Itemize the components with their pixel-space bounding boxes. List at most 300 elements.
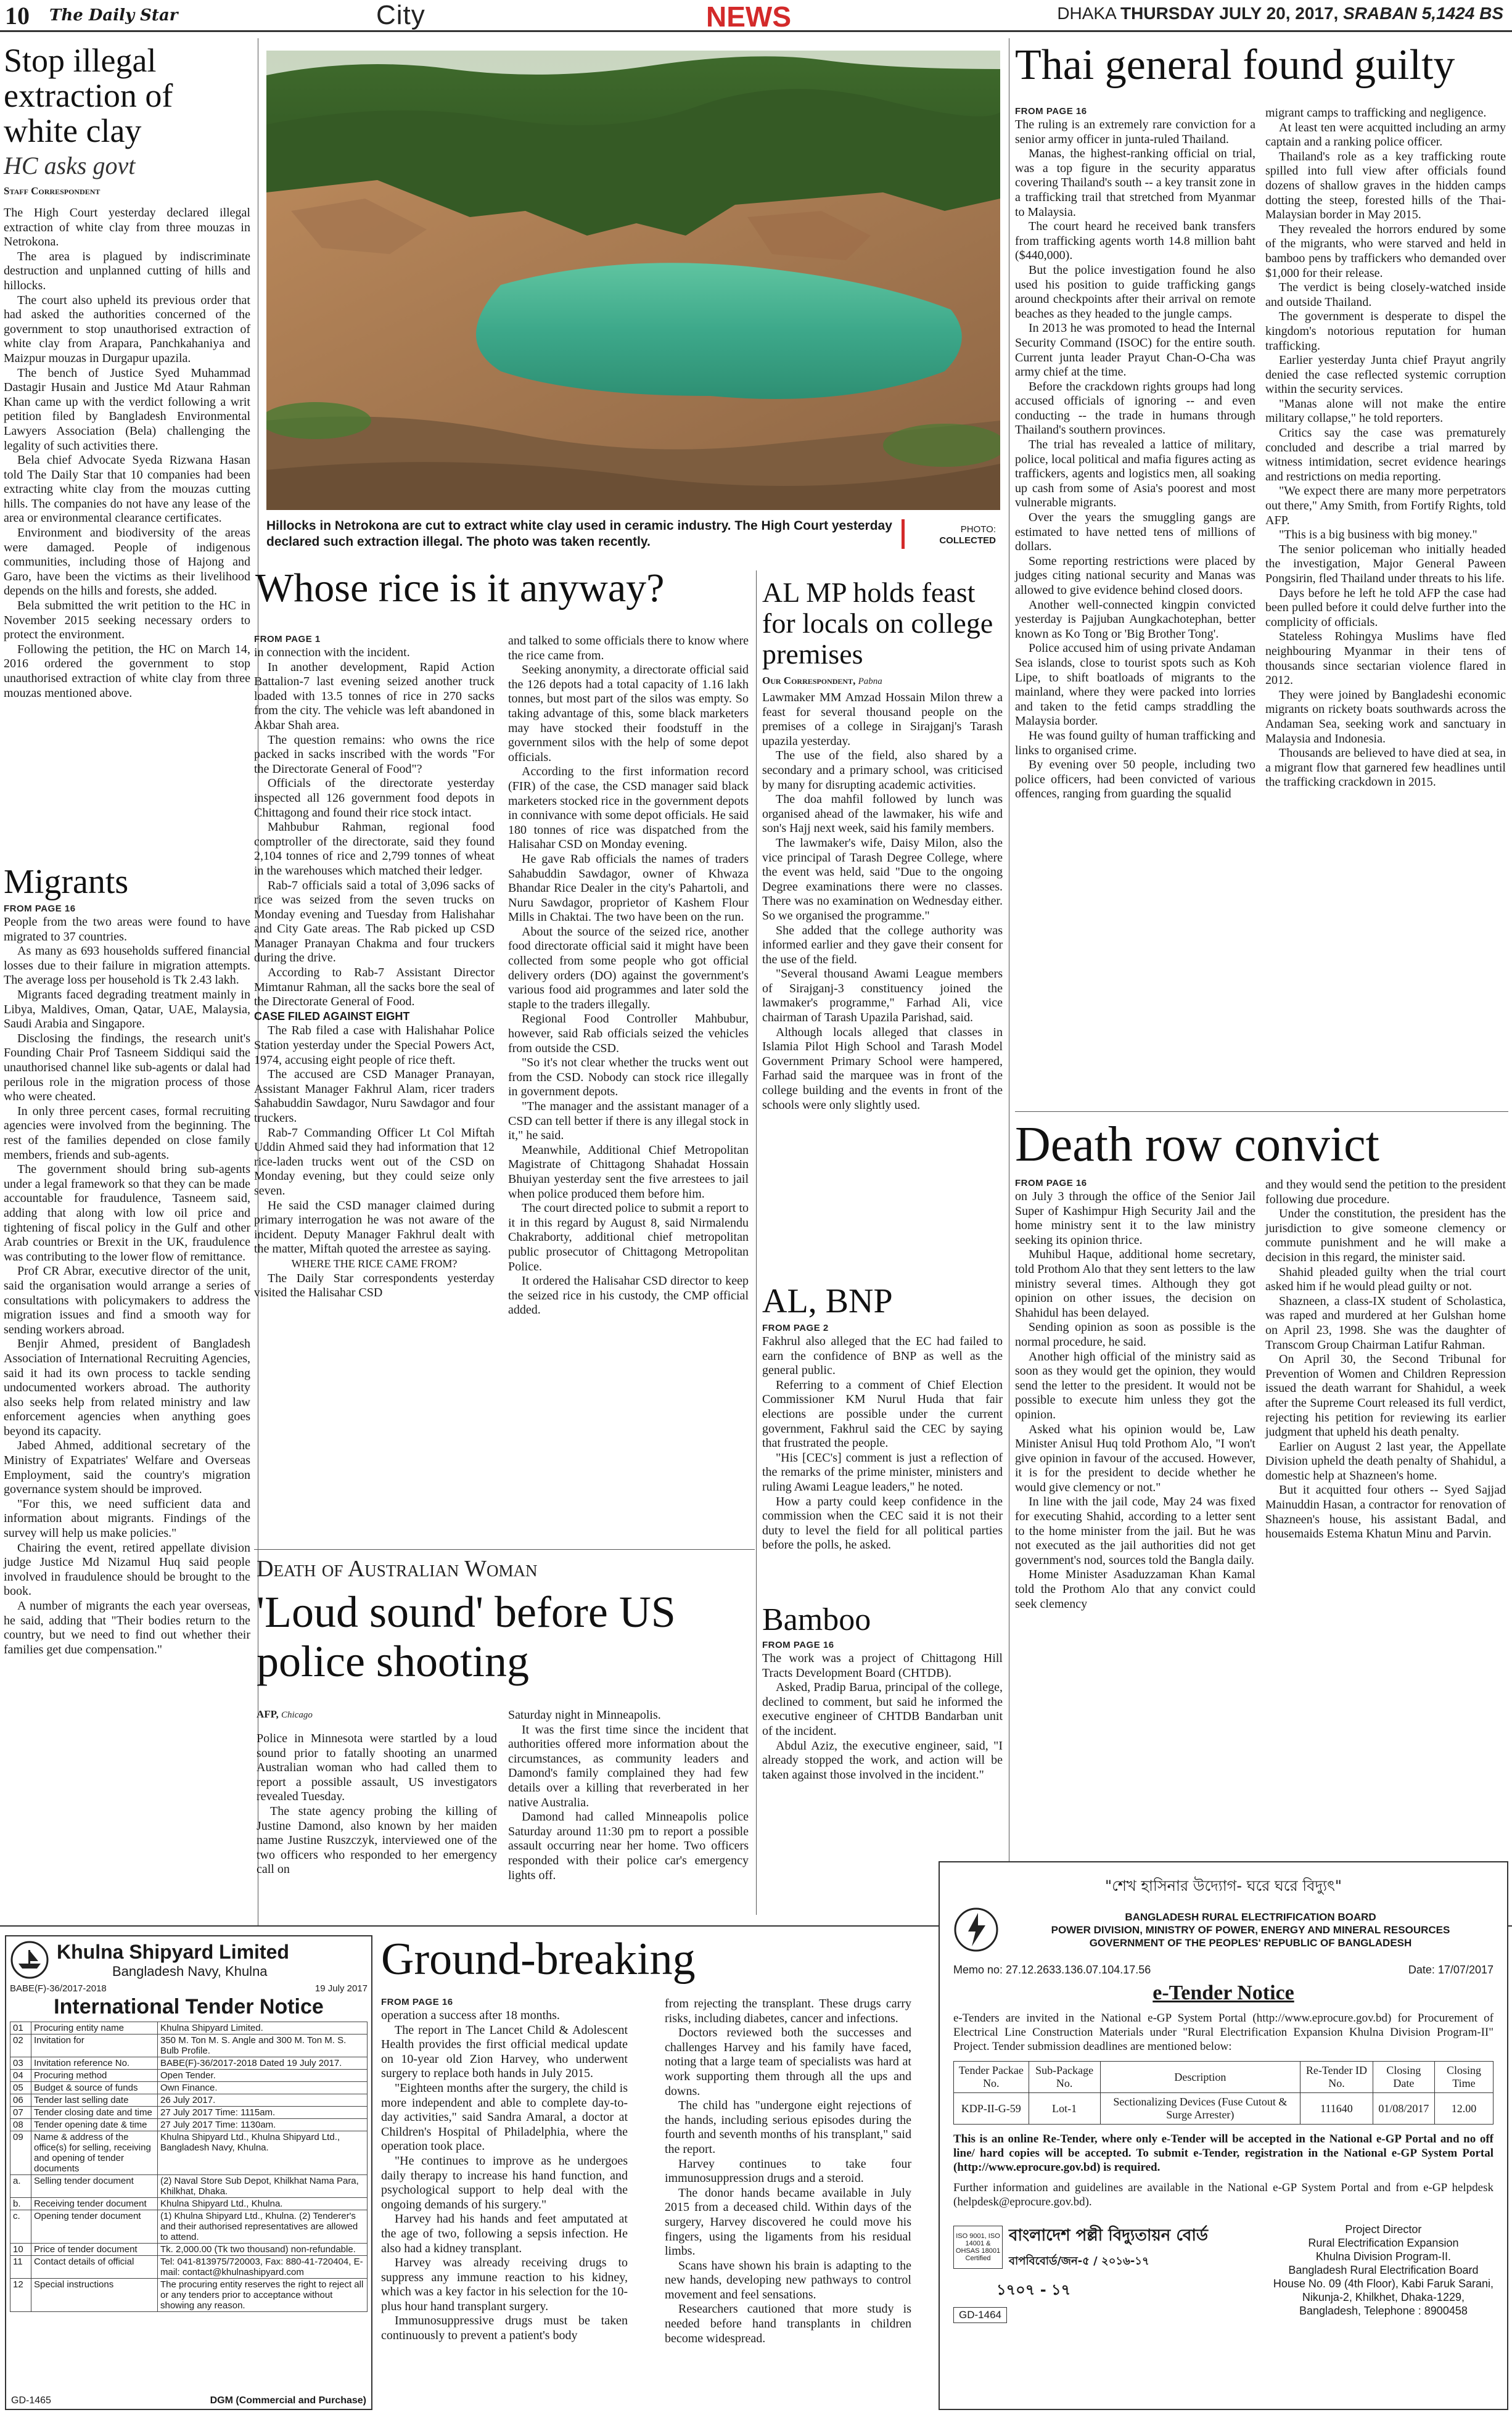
table-header: Description xyxy=(1100,2062,1300,2093)
bn-org: বাংলাদেশ পল্লী বিদ্যুতায়ন বোর্ড xyxy=(1009,2226,1209,2245)
ad-motto: "শেখ হাসিনার উদ্যোগ- ঘরে ঘরে বিদ্যুৎ" xyxy=(1105,1877,1342,1895)
section-rule xyxy=(254,1549,755,1550)
article-body xyxy=(381,2009,628,2343)
dateline-bengali: SRABAN 5,1424 BS xyxy=(1343,4,1503,23)
paragraph: Seeking anonymity, a directorate official said the 126 depots had a total capacity of 1.16 lakh tonnes, but most part of the silos was empty. So taking advantage of this, some black marketers may have stocked their foodstuff in the government silos with the help of some depot officials. xyxy=(508,663,749,764)
paragraph: The government should bring sub-agents under a legal framework so that they can be made accountable for fraudulence, Tasneem said, adding that along with low oil price and tightening of fiscal policy in the Gulf and other Arab countries or Brexit in the UK, fraudulence was contributing to the lower flow of remittance. xyxy=(4,1162,250,1264)
bn-number: ১৭০৭ - ১৭ xyxy=(996,2281,1071,2298)
paragraph: Thousands are believed to have died at sea, in a migrant flow that garnered few headlines until the trafficking crackdown in 2015. xyxy=(1265,746,1506,789)
rice-col2 xyxy=(508,634,749,1318)
article-body xyxy=(1265,1178,1506,1542)
table-cell: 27 July 2017 Time: 1115am. xyxy=(158,2107,368,2119)
paragraph: By evening over 50 people, including two police officers, had been convicted of various offences, ranging from guarding the squalid xyxy=(1015,758,1255,801)
table-cell: 09 xyxy=(10,2131,31,2175)
paragraph: The Rab filed a case with Halishahar Police Station yesterday under the Special Powers Act, 1974, accusing eight people of rice theft. xyxy=(254,1024,495,1067)
notice-intro: e-Tenders are invited in the National e-GP System Portal (http://www.eprocure.gov.bd) for Procurement of Electrical Line Construction Materials under "Rural Electrification Expansion Khulna Division Program-II" Project. Tender submission deadlines are mentioned below: xyxy=(953,2012,1494,2053)
table-cell: The procuring entity reserves the right to reject all or any tenders prior to acceptance without showing any reason. xyxy=(158,2279,368,2312)
kicker: FROM PAGE 16 xyxy=(4,903,76,915)
paragraph: Chairing the event, retired appellate division judge Justice Md Nizamul Huq said people involved in fraudulence should be brought to the book. xyxy=(4,1541,250,1598)
paragraph: They were joined by Bangladeshi economic migrants on rickety boats southwards across the Andaman Sea, seeking work and sanctuary in Malaysia and Indonesia. xyxy=(1265,688,1506,746)
paragraph: But it acquitted four others -- Syed Sajjad Mainuddin Hasan, a contractor for renovation of Shazneen's house, his assistant Badal, and housemaids Estema Khatun Minu and Parvin. xyxy=(1265,1483,1506,1541)
paragraph: Critics say the case was prematurely concluded and describe a trial marred by witness intimidation, secret evidence hearings and restrictions on media reporting. xyxy=(1265,426,1506,483)
table-cell: Tel: 041-813975/720003, Fax: 880-41-720404, E-mail: contact@khulnashipyard.com xyxy=(158,2256,368,2279)
memo-line xyxy=(953,1964,1494,1977)
table-row xyxy=(10,2175,368,2198)
table-cell: 350 M. Ton M. S. Angle and 300 M. Ton M. S. Bulb Profile. xyxy=(158,2034,368,2057)
article-body xyxy=(508,634,749,1318)
paragraph: Before the crackdown rights groups had long accused officials of ignoring -- and even conducting -- the trade in humans through Thailand's southern provinces. xyxy=(1015,379,1255,437)
section-title: City xyxy=(376,0,425,30)
thai-col1 xyxy=(1015,106,1255,802)
table-row xyxy=(10,2082,368,2094)
table-cell: Tender last selling date xyxy=(31,2094,158,2107)
paragraph: Home Minister Asaduzzaman Khan Kamal told the Prothom Alo that any convict could seek clemency xyxy=(1015,1568,1255,1611)
ad-signatory: DGM (Commercial and Purchase) xyxy=(210,2395,366,2406)
paragraph: The trial has revealed a lattice of military, police, local political and mafia figures acting as traffickers, agents and logistics men, all soaking up cash from some of Asia's poorest and most vulnerable migrants. xyxy=(1015,438,1255,510)
headline: Thai general found guilty xyxy=(1015,41,1455,89)
table-header: Closing Time xyxy=(1434,2062,1493,2093)
notice-title: International Tender Notice xyxy=(54,1995,324,2018)
byline-place: Pabna xyxy=(858,677,882,686)
paragraph: Shazneen, a class-IX student of Scholastica, was raped and murdered at her Gulshan home on April 23, 1998. She was the daughter of Transcom Group Chairman Latifur Rahman. xyxy=(1265,1294,1506,1352)
paragraph: Asked, Pradip Barua, principal of the college, declined to comment, but said he informed the executive engineer of CHTDB Bandarban unit of the incident. xyxy=(762,1681,1003,1738)
death-col2 xyxy=(1265,1178,1506,1542)
paragraph: "For this, we need sufficient data and information about migrants. Findings of the survey will help us make policies." xyxy=(4,1497,250,1541)
paragraph: The child has "undergone eight rejections of the hands, including serious episodes during the fourth and seventh months of his transplant," said the report. xyxy=(665,2099,911,2156)
paragraph: Harvey continues to take four immunosuppression drugs and a steroid. xyxy=(665,2157,911,2186)
table-row xyxy=(10,2022,368,2034)
ad-ref: BABE(F)-36/2017-2018 xyxy=(10,1983,107,1994)
paragraph: "Several thousand Awami League members of Sirajganj-3 constituency joined the lawmaker's programme," Farhad Ali, vice chairman of Tarash Upazila Parishad, said. xyxy=(762,967,1003,1025)
table-cell: 27 July 2017 Time: 1130am. xyxy=(158,2119,368,2131)
table-cell: Open Tender. xyxy=(158,2070,368,2082)
photo-caption: Hillocks in Netrokona are cut to extract white clay used in ceramic industry. The High Court yesterday declared such extraction illegal. The photo was taken recently. xyxy=(266,519,892,549)
paragraph: But the police investigation found he also used his position to guide trafficking gangs around checkpoints after their arrival on remote beaches as they headed to the jungle camps. xyxy=(1015,263,1255,321)
headline: Stop illegal extraction of white clay xyxy=(4,42,173,149)
ad-code: GD-1464 xyxy=(953,2307,1007,2323)
table-cell: Invitation reference No. xyxy=(31,2057,158,2070)
sign-line: Khulna Division Program-II. xyxy=(1315,2250,1451,2263)
table-row xyxy=(10,2057,368,2070)
paragraph: Mahbubur Rahman, regional food comptroller of the directorate, said they found 2,104 tonnes of rice and 2,799 tonnes of wheat in the warehouses which matched their ledger. xyxy=(254,820,495,878)
paragraph: Shahid pleaded guilty when the trial court asked him if he would plead guilty or not. xyxy=(1265,1265,1506,1294)
bn-ref: বাপবিবোর্ড/জন-৫ / ২০১৬-১৭ xyxy=(1009,2255,1149,2268)
paragraph: The work was a project of Chittagong Hill Tracts Development Board (CHTDB). xyxy=(762,1652,1003,1680)
paragraph: He said the CSD manager claimed during primary interrogation he was not aware of the incident. Deputy Manager Fakhrul dealt with the matter, Miftah quoted the arrestee as saying. xyxy=(254,1198,495,1256)
article-ground-breaking xyxy=(381,1936,893,1983)
table-header: Tender Packae No. xyxy=(954,2062,1029,2093)
byline-author: Our Correspondent xyxy=(762,675,853,686)
byline: AFP, Chicago xyxy=(257,1708,313,1720)
table-cell: 26 July 2017. xyxy=(158,2094,368,2107)
paragraph: About the source of the seized rice, another food directorate official said it might have been collected from some people who got official delivery orders (DO) against the government's various food aid programmes and later sold the staple to the traders illegally. xyxy=(508,924,749,1011)
article-rice xyxy=(254,567,760,609)
table-cell: Tender opening date & time xyxy=(31,2119,158,2131)
notice-further: Further information and guidelines are available in the National e-GP System Portal and from e-GP helpdesk (helpdesk@eprocure.gov.bd). xyxy=(953,2181,1494,2208)
paragraph: A number of migrants the each year overseas, he said, adding that "Their bodies return to the country, but we need to find out whether their families get due compensation." xyxy=(4,1599,250,1656)
table-cell: Procuring entity name xyxy=(31,2022,158,2034)
photo-clay-pit xyxy=(266,51,1000,510)
paragraph: She added that the college authority was informed earlier and they gave their consent for the use of the field. xyxy=(762,923,1003,966)
article-body xyxy=(254,1024,495,1257)
memo-date: Date: 17/07/2017 xyxy=(1408,1964,1494,1976)
table-cell: 10 xyxy=(10,2244,31,2256)
table-cell: Khulna Shipyard Limited. xyxy=(158,2022,368,2034)
ground-col1 xyxy=(381,1997,628,2343)
kicker: FROM PAGE 2 xyxy=(762,1323,829,1334)
paragraph: On April 30, the Second Tribunal for Prevention of Women and Children Repression issued the death warrant for Shahidul, a week after the Supreme Court released its full verdict, rejecting his petition for reviewing its earlier judgment that upheld his death penalty. xyxy=(1265,1352,1506,1439)
table-row xyxy=(10,2070,368,2082)
kicker: FROM PAGE 16 xyxy=(381,1997,453,2007)
table-row xyxy=(10,2244,368,2256)
ad-title: Khulna Shipyard Limited xyxy=(57,1940,289,1963)
paragraph: "He continues to improve as he undergoes daily therapy to increase his hand function, and psychological support to help deal with the ongoing demands of his surgery." xyxy=(381,2154,628,2211)
paragraph: According to the first information record (FIR) of the case, the CSD manager said black marketers stocked rice in the government depots in connivance with some depot officials. He said 180 tonnes of rice was dispatched from the Halisahar CSD on Monday evening. xyxy=(508,765,749,852)
paragraph: The donor hands became available in July 2015 from a deceased child. Within days of the surgery, Harvey discovered he could move his fingers, using the ligaments from his residual limbs. xyxy=(665,2186,911,2258)
paragraph: The lawmaker's wife, Daisy Milon, also the vice principal of Tarash Degree College, where the event was held, said "Due to the ongoing Degree examinations there were no classes. There was no examination on Wednesday either. So we organised the programme." xyxy=(762,836,1003,923)
table-cell: Name & address of the office(s) for selling, receiving and opening of tender documents xyxy=(31,2131,158,2175)
paragraph: Days before he left he told AFP the case had been pulled before it could delve further into the complicity of officials. xyxy=(1265,586,1506,629)
notice-note: This is an online Re-Tender, where only e-Tender will be accepted in the National e-GP Portal and no off line/ hard copies will be accepted. To submit e-Tender, registration in the National e-GP System Portal (http://www.eprocure.gov.bd) is required. xyxy=(953,2133,1494,2174)
table-cell: 01 xyxy=(10,2022,31,2034)
table-cell: b. xyxy=(10,2198,31,2210)
headline: Death row convict xyxy=(1015,1117,1379,1172)
table-cell: 111640 xyxy=(1300,2093,1373,2125)
paragraph: Another high official of the ministry said as soon as they would get the opinion, they would send the letter to the president. It would not be possible to execute him unless they got the opinion. xyxy=(1015,1349,1255,1421)
article-migrants xyxy=(4,865,250,1657)
paragraph: The accused are CSD Manager Pranayan, Assistant Manager Fakhrul Alam, ricer traders Sahabuddin Sawdagor, Nuru Sawdagor and four truckers. xyxy=(254,1068,495,1125)
article-bamboo xyxy=(762,1603,1003,1782)
article-body xyxy=(762,691,1003,1113)
ad-breb-etender xyxy=(939,1861,1508,2410)
paragraph: Immunosuppressive drugs must be taken continuously to prevent a patient's body xyxy=(381,2314,628,2343)
kicker: FROM PAGE 16 xyxy=(1015,1178,1087,1188)
paragraph: The state agency probing the killing of Justine Damond, also known by her maiden name Justine Ruszczyk, interviewed one of the two officers who responded to her emergency call on xyxy=(257,1804,497,1877)
ad-date: 19 July 2017 xyxy=(314,1983,368,1994)
table-cell: a. xyxy=(10,2175,31,2198)
paragraph: Although locals alleged that classes in Islamia Pilot High School and Tarash Model Government Primary School were hampered, Farhad said the marquee was in front of the college building and the events in front of the schools were only slightly used. xyxy=(762,1025,1003,1112)
article-stop-illegal xyxy=(4,43,250,701)
ad-subtitle: Bangladesh Navy, Khulna xyxy=(112,1963,268,1979)
table-row xyxy=(10,2131,368,2175)
paragraph: Saturday night in Minneapolis. xyxy=(508,1708,661,1722)
table-cell: 12.00 xyxy=(1434,2093,1493,2125)
org-division: POWER DIVISION, MINISTRY OF POWER, ENERGY AND MINERAL RESOURCES xyxy=(1051,1923,1450,1936)
paragraph: Rab-7 officials said a total of 3,096 sacks of rice was seized from the seven trucks on Monday evening and Tuesday from Halishahar and City Gate areas. The Rab picked up CSD Manager Pranayan Chakma and four truckers during the drive. xyxy=(254,878,495,965)
paragraph: "We expect there are many more perpetrators out there," Amy Smith, from Fortify Rights, told AFP. xyxy=(1265,484,1506,527)
paragraph: Following the petition, the HC on March 14, 2016 ordered the government to stop unauthorised extraction of white clay from three mouzas mentioned above. xyxy=(4,642,250,700)
paragraph: People from the two areas were found to have migrated to 37 countries. xyxy=(4,915,250,944)
sign-line: Bangladesh Rural Electrification Board xyxy=(1288,2264,1479,2276)
paragraph: "His [CEC's] comment is just a reflection of the remarks of the prime minister, ministers and ruling Awami League leaders," he noted. xyxy=(762,1450,1003,1494)
table-cell: Special instructions xyxy=(31,2279,158,2312)
article-al-bnp xyxy=(762,1284,1003,1553)
article-al-mp xyxy=(762,577,1003,1113)
death-col1 xyxy=(1015,1178,1255,1611)
sign-line: Rural Electrification Expansion xyxy=(1308,2237,1459,2249)
paragraph: and talked to some officials there to know where the rice came from. xyxy=(508,634,749,662)
thai-col2 xyxy=(1265,106,1506,790)
paragraph: Officials of the directorate yesterday inspected all 126 government food depots in Chittagong and found their rice stock intact. xyxy=(254,776,495,820)
breb-logo-icon xyxy=(953,1907,999,1952)
kicker: FROM PAGE 16 xyxy=(762,1640,834,1651)
table-cell: KDP-II-G-59 xyxy=(954,2093,1029,2125)
paragraph: Bela chief Advocate Syeda Rizwana Hasan told The Daily Star that 10 companies had been extracting white clay from the mouzas cutting hills. The companies do not have any lease of the area or environmental clearance certificates. xyxy=(4,453,250,525)
dateline-date: THURSDAY JULY 20, 2017, xyxy=(1120,4,1339,23)
byline: Our Correspondent, Pabna xyxy=(762,675,882,686)
paragraph: Fakhrul also alleged that the EC had failed to earn the confidence of BNP as well as the general public. xyxy=(762,1335,1003,1378)
paragraph: Under the constitution, the president has the jurisdiction to give someone clemency or commute punishment and he will make a decision in this regard, the minister said. xyxy=(1265,1207,1506,1264)
paragraph: They revealed the horrors endured by some of the migrants, who were starved and held in bamboo pens by traffickers who demanded over $1,000 for their release. xyxy=(1265,222,1506,280)
ad-code: GD-1465 xyxy=(11,2395,51,2406)
paragraph: In another development, Rapid Action Battalion-7 last evening seized another truck loaded with 13.5 tonnes of rice in 270 sacks from the city. The vehicle was left abandoned in Akbar Shah area. xyxy=(254,660,495,732)
paragraph: on July 3 through the office of the Senior Jail Super of Kashimpur High Security Jail and the home ministry sent it to the law ministry seeking its opinion thrice. xyxy=(1015,1190,1255,1247)
table-cell: Own Finance. xyxy=(158,2082,368,2094)
paragraph: Earlier on August 2 last year, the Appellate Division upheld the death penalty of Shahidul, a domestic help at Shazneen's home. xyxy=(1265,1439,1506,1483)
paragraph: Manas, the highest-ranking official on trial, was a top figure in the security apparatus covering Thailand's south -- a key transit zone in a trafficking trail that stretched from Myanmar to Malaysia. xyxy=(1015,147,1255,219)
paragraph: The use of the field, also shared by a secondary and a primary school, was criticised by many for disrupting academic activities. xyxy=(762,749,1003,792)
paragraph: Lawmaker MM Amzad Hossain Milon threw a feast for several thousand people on the premises of a college in Sirajganj's Tarash upazila yesterday. xyxy=(762,691,1003,748)
table-row xyxy=(10,2198,368,2210)
paragraph: Jabed Ahmed, additional secretary of the Ministry of Expatriates' Welfare and Overseas Employment, said the country's migration governance system should be improved. xyxy=(4,1439,250,1497)
credit-label: PHOTO: xyxy=(960,524,996,535)
notice-title: e-Tender Notice xyxy=(1152,1981,1294,2004)
paragraph: The court also upheld its previous order that had asked the authorities concerned of the government to stop unauthorised extraction of white clay from Arapara, Panchkahaniya and Maizpur mouzas in Durgapur upazila. xyxy=(4,293,250,365)
table-cell: 11 xyxy=(10,2256,31,2279)
table-cell: 01/08/2017 xyxy=(1373,2093,1434,2125)
paragraph: Another well-connected kingpin convicted yesterday is Pajjuban Aungkachotephan, better known as Ko Tong or 'Big Brother Tong'. xyxy=(1015,598,1255,641)
subhead: WHERE THE RICE CAME FROM? xyxy=(291,1257,458,1270)
paragraph: The doa mahfil followed by lunch was organised ahead of the lawmaker, his wife and son's Hajj next week, said his family members. xyxy=(762,792,1003,836)
paragraph: Stateless Rohingya Muslims have fled neighbouring Myanmar in their tens of thousands since sectarian violence flared in 2012. xyxy=(1265,630,1506,688)
paragraph: The High Court yesterday declared illegal extraction of white clay from three mouzas in Netrokona. xyxy=(4,206,250,249)
paragraph: and they would send the petition to the president following due procedure. xyxy=(1265,1178,1506,1206)
tender-table xyxy=(10,2022,368,2312)
table-cell: 06 xyxy=(10,2094,31,2107)
loud-col1 xyxy=(257,1708,497,1877)
headline: Migrants xyxy=(4,863,129,901)
table-cell: Invitation for xyxy=(31,2034,158,2057)
paragraph: Police accused him of using private Andaman Sea islands, close to tourist spots such as Koh Lipe, to shift boatloads of migrants to the mainland, where they were packed into lorries and taken to the fetid camps straddling the Malaysia border. xyxy=(1015,641,1255,728)
headline: Whose rice is it anyway? xyxy=(255,566,665,611)
paragraph: In only three percent cases, formal recruiting agencies were involved from the beginning. The rest of the families depended on close family members, friends and sub-agents. xyxy=(4,1104,250,1162)
article-thai xyxy=(1015,43,1508,87)
article-body xyxy=(257,1732,497,1877)
subhead: HC asks govt xyxy=(4,152,136,179)
shipyard-logo-icon xyxy=(10,1940,49,1980)
article-loud-sound xyxy=(257,1555,756,1686)
paragraph: "Eighteen months after the surgery, the child is more independent and able to complete day-to-day activities," said Sandra Amaral, a doctor at Children's Hospital of Philadelphia, where the operation took place. xyxy=(381,2081,628,2154)
article-body xyxy=(665,1997,911,2346)
paragraph: Asked what his opinion would be, Law Minister Anisul Huq told Prothom Alo, "I won't give opinion in favour of the accused. However, it is for the president to decide whether he would give clemency or not." xyxy=(1015,1422,1255,1494)
paragraph: in connection with the incident. xyxy=(254,646,410,659)
table-cell: Lot-1 xyxy=(1029,2093,1100,2125)
paragraph: Muhibul Haque, additional home secretary, told Prothom Alo that they sent letters to the law ministry several times. Although they got opinion on other issues, the decision on Shahidul has been delayed. xyxy=(1015,1248,1255,1320)
section-rule xyxy=(1015,1111,1508,1112)
table-cell: 03 xyxy=(10,2057,31,2070)
paragraph: Sending opinion as soon as possible is the normal procedure, he said. xyxy=(1015,1320,1255,1349)
paragraph: Prof CR Abrar, executive director of the unit, said the organisation would arrange a series of consultations with policymakers to address the migration issues and find a smooth way for sending workers abroad. xyxy=(4,1264,250,1336)
kicker: FROM PAGE 16 xyxy=(1015,106,1087,117)
paragraph: The area is plagued by indiscriminate destruction and unplanned cutting of hills and hillocks. xyxy=(4,249,250,292)
table-cell: 07 xyxy=(10,2107,31,2119)
table-cell: Sectionalizing Devices (Fuse Cutout & Surge Arrester) xyxy=(1100,2093,1300,2125)
paragraph: Environment and biodiversity of the areas were damaged. People of indigenous communities, including those of Hajong and Garo, have been the victims as their livelihood depends on the hills and forests, she added. xyxy=(4,526,250,598)
table-row xyxy=(10,2107,368,2119)
paragraph: "So it's not clear whether the trucks went out from the CSD. Nobody can stock rice illegally in government depots. xyxy=(508,1056,749,1099)
paragraph: In 2013 he was promoted to head the Internal Security Command (ISOC) for the entire south. Current junta leader Prayut Chan-O-Cha was army chief at the time. xyxy=(1015,321,1255,379)
paragraph: The report in The Lancet Child & Adolescent Health provides the first official medical update on 10-year old Zion Harvey, who underwent surgery to replace both hands in July 2015. xyxy=(381,2023,628,2081)
paragraph: Referring to a comment of Chief Election Commissioner KM Nurul Huda that fair elections are possible under the current government, Fakhrul said the CEC by saying that frustrated the people. xyxy=(762,1378,1003,1450)
table-cell: (2) Naval Store Sub Depot, Khilkhat Nama Para, Khilkhat, Dhaka. xyxy=(158,2175,368,2198)
headline: AL MP holds feast for locals on college premises xyxy=(762,577,993,670)
table-cell: Tk. 2,000.00 (Tk two thousand) non-refundable. xyxy=(158,2244,368,2256)
article-body xyxy=(762,1652,1003,1782)
headline: AL, BNP xyxy=(762,1282,893,1320)
paper-name: The Daily Star xyxy=(49,6,178,25)
paragraph: Migrants faced degrading treatment mainly in Libya, Maldives, Oman, Qatar, UAE, Malaysia, Saudi Arabia and Singapore. xyxy=(4,988,250,1031)
paragraph: "This is a big business with big money." xyxy=(1279,528,1477,542)
table-cell: c. xyxy=(10,2210,31,2244)
sign-line: Bangladesh, Telephone : 8900458 xyxy=(1299,2305,1468,2317)
paragraph: The Daily Star correspondents yesterday visited the Halisahar CSD xyxy=(254,1271,495,1300)
table-cell: 04 xyxy=(10,2070,31,2082)
column-rule xyxy=(756,570,757,1915)
paragraph: It ordered the Halisahar CSD director to keep the seized rice in his custody, the CMP official added. xyxy=(508,1274,749,1317)
paragraph: operation a success after 18 months. xyxy=(381,2009,560,2022)
article-death-row xyxy=(1015,1117,1508,1172)
paragraph: How a party could keep confidence in the commission when the CEC said it is not their duty to level the field for all political parties before the polls, he asked. xyxy=(762,1494,1003,1552)
paragraph: Meanwhile, Additional Chief Metropolitan Magistrate of Chittagong Shahadat Hossain Bhuiyan yesterday sent the five arrestees to jail when police produced them before him. xyxy=(508,1143,749,1201)
article-body xyxy=(254,646,495,1010)
paragraph: The bench of Justice Syed Muhammad Dastagir Husain and Justice Md Ataur Rahman Khan came up with the verdict following a writ petition filed by Bangladesh Environmental Lawyers Association (Bela) challenging the legality of such activities there. xyxy=(4,366,250,453)
paragraph: At least ten were acquitted including an army captain and a ranking police officer. xyxy=(1265,120,1506,149)
page-number: 10 xyxy=(5,2,30,30)
paragraph: The court heard he received bank transfers from trafficking agents worth 14.8 million baht ($440,000). xyxy=(1015,220,1255,263)
table-row xyxy=(10,2256,368,2279)
org-government: GOVERNMENT OF THE PEOPLES' REPUBLIC OF BANGLADESH xyxy=(1089,1936,1412,1949)
table-row xyxy=(10,2210,368,2244)
masthead xyxy=(0,0,1512,32)
table-cell: Tender closing date and time xyxy=(31,2107,158,2119)
paragraph: It was the first time since the incident that authorities offered more information about the circumstances, as community leaders and Damond's family complained they had few details over a killing that reverberated in her native Australia. xyxy=(508,1722,749,1809)
ad-ref-line xyxy=(10,1983,368,1994)
paragraph: In line with the jail code, May 24 was fixed for executing Shahid, according to a letter sent to the home minister from the jail. But he was not executed as the jail authorities did not get government's nod, sources told the Bangla daily. xyxy=(1015,1495,1255,1567)
paragraph: Earlier yesterday Junta chief Prayut angrily denied the case reflected systemic corruption within the security services. xyxy=(1265,353,1506,397)
paragraph: The government is desperate to dispel the kingdom's notorious reputation for human trafficking. xyxy=(1265,310,1506,353)
byline: Staff Correspondent xyxy=(4,185,101,197)
table-cell: Selling tender document xyxy=(31,2175,158,2198)
byline-author: AFP xyxy=(257,1708,276,1720)
paragraph: He was found guilty of human trafficking and links to organised crime. xyxy=(1015,728,1255,757)
paragraph: Benjir Ahmed, president of Bangladesh Association of International Recruiting Agencies, said it had its own process to tackle sending undocumented workers abroad. The authority also seeks help from related ministry and law enforcement agencies when anything goes beyond its capacity. xyxy=(4,1337,250,1438)
table-header: Re-Tender ID No. xyxy=(1300,2062,1373,2093)
table-cell: 12 xyxy=(10,2279,31,2312)
paragraph: The question remains: who owns the rice packed in sacks inscribed with the words "For the Directorate General of Food"? xyxy=(254,733,495,776)
paragraph: Abdul Aziz, the executive engineer, said, "I already stopped the work, and action will be taken against those involved in the incident." xyxy=(762,1738,1003,1782)
sign-line: House No. 09 (4th Floor), Kabi Faruk Sarani, xyxy=(1273,2277,1494,2290)
paragraph: The ruling is an extremely rare conviction for a senior army officer in junta-ruled Thailand. xyxy=(1015,118,1255,146)
byline-place: Chicago xyxy=(281,1710,313,1720)
paragraph: Over the years the smuggling gangs are estimated to have netted tens of millions of dollars. xyxy=(1015,511,1255,554)
iso-badge: ISO 9001, ISO 14001 & OHSAS 18001 Certified xyxy=(953,2226,1003,2269)
article-body xyxy=(4,915,250,1657)
article-body xyxy=(1015,1190,1255,1611)
table-row xyxy=(10,2279,368,2312)
news-label: NEWS xyxy=(706,1,791,33)
table-row xyxy=(10,2119,368,2131)
paragraph: Police in Minnesota were startled by a loud sound prior to fatally shooting an unarmed Australian woman who had called them to report a possible assault, US investigators revealed Tuesday. xyxy=(257,1732,497,1804)
table-header: Sub-Package No. xyxy=(1029,2062,1100,2093)
article-body xyxy=(1015,118,1255,802)
table-cell: (1) Khulna Shipyard Ltd., Khulna. (2) Tenderer's and their authorised representatives are allowed to attend. xyxy=(158,2210,368,2244)
paragraph: Doctors reviewed both the successes and challenges Harvey and his family have faced, noting that a large team of specialists was hard at work supporting them through all the ups and downs. xyxy=(665,2026,911,2098)
dateline-city: DHAKA xyxy=(1057,4,1116,23)
ground-col2 xyxy=(665,1997,911,2346)
paragraph: Researchers cautioned that more study is needed before hand transplants in children become widespread. xyxy=(665,2302,911,2345)
sign-line: Project Director xyxy=(1345,2223,1422,2236)
table-cell: 02 xyxy=(10,2034,31,2057)
table-header: Closing Date xyxy=(1373,2062,1434,2093)
paragraph: The senior policeman who initially headed the investigation, Major General Paween Pongsirin, fled Thailand under threats to his life. xyxy=(1265,542,1506,585)
paragraph: Rab-7 Commanding Officer Lt Col Miftah Uddin Ahmed said they had information that 12 rice-laden trucks went out of the CSD on Monday evening, but they could seize only seven. xyxy=(254,1125,495,1198)
table-row xyxy=(10,2094,368,2107)
kicker: FROM PAGE 1 xyxy=(254,634,321,644)
rice-col1 xyxy=(254,634,495,1301)
table-cell: 05 xyxy=(10,2082,31,2094)
etender-table xyxy=(953,2061,1494,2125)
paragraph: from rejecting the transplant. These drugs carry risks, including diabetes, cancer and infections. xyxy=(665,1997,911,2025)
paragraph: According to Rab-7 Assistant Director Mimtanur Rahman, all the sacks bore the seal of the Directorate General of Food. xyxy=(254,966,495,1009)
table-cell: BABE(F)-36/2017-2018 Dated 19 July 2017. xyxy=(158,2057,368,2070)
paragraph: "Manas alone will not make the entire military collapse," he told reporters. xyxy=(1265,397,1506,426)
article-body xyxy=(762,1335,1003,1553)
table-cell: Khulna Shipyard Ltd., Khulna Shipyard Ltd., Bangladesh Navy, Khulna. xyxy=(158,2131,368,2175)
table-cell: Receiving tender document xyxy=(31,2198,158,2210)
headline: Bamboo xyxy=(762,1602,871,1637)
article-body xyxy=(508,1708,749,1883)
ad-khulna-shipyard xyxy=(5,1935,372,2410)
paragraph: The verdict is being closely-watched inside and outside Thailand. xyxy=(1265,281,1506,309)
paragraph: Harvey had his hands and feet amputated at the age of two, following a sepsis infection. He also had a kidney transplant. xyxy=(381,2212,628,2255)
org-name: BANGLADESH RURAL ELECTRIFICATION BOARD xyxy=(1125,1911,1376,1923)
loud-col2 xyxy=(508,1708,749,1883)
paragraph: Bela submitted the writ petition to the HC in November 2015 seeking necessary orders to protect the environment. xyxy=(4,599,250,642)
paragraph: As many as 693 households suffered financial losses due to their failure in migration attempts. The average loss per household is Tk 2.43 lakh. xyxy=(4,944,250,987)
paragraph: "The manager and the assistant manager of a CSD can tell better if there is any illegal stock in it," he said. xyxy=(508,1100,749,1143)
article-body xyxy=(254,1272,495,1301)
paragraph: migrant camps to trafficking and negligence. xyxy=(1265,106,1487,120)
table-cell: 08 xyxy=(10,2119,31,2131)
kicker: Death of Australian Woman xyxy=(257,1556,538,1582)
table-cell: Budget & source of funds xyxy=(31,2082,158,2094)
headline: Ground-breaking xyxy=(381,1934,696,1985)
memo-no: Memo no: 27.12.2633.136.07.104.17.56 xyxy=(953,1964,1151,1976)
paragraph: Disclosing the findings, the research unit's Founding Chair Prof Tasneem Siddiqui said the unauthorised channel like sub-agents or dalal had perilous role in the migration process of those who were cheated. xyxy=(4,1031,250,1104)
sign-line: Nikunja-2, Khilkhet, Dhaka-1229, xyxy=(1302,2291,1465,2303)
table-cell: Price of tender document xyxy=(31,2244,158,2256)
paragraph: He gave Rab officials the names of traders Sahabuddin Sawdagor, owner of Khwaza Bhandar Rice Dealer in the city's Pahartoli, and Nuru Sawdagor, proprietor of Kashem Flour Mills in Chaktai. The two have been on the run. xyxy=(508,852,749,924)
paragraph: Scans have shown his brain is adapting to the new hands, developing new pathways to control movement and feel sensations. xyxy=(665,2258,911,2302)
paragraph: The court directed police to submit a report to it in this regard by August 8, said Nirmalendu Chakraborty, additional chief metropolitan public prosecutor of Chittagong Metropolitan Police. xyxy=(508,1201,749,1273)
paragraph: Thailand's role as a key trafficking route spilled into full view after officials found dozens of shallow graves in the hidden camps dotting the steep, forested hills of the Thai-Malaysian border in May 2015. xyxy=(1265,149,1506,222)
dateline xyxy=(1057,4,1503,23)
paragraph: Harvey was already receiving drugs to suppress any immune reaction to his kidney, which was a key factor in his selection for the 10-plus hour hand transplant surgery. xyxy=(381,2256,628,2313)
paragraph: Damond had called Minneapolis police Saturday around 11:30 pm to report a possible assault occurring near her home. Two officers responded with their police car's emergency lights off. xyxy=(508,1810,749,1882)
table-row xyxy=(10,2034,368,2057)
article-body xyxy=(4,206,250,701)
table-cell: Opening tender document xyxy=(31,2210,158,2244)
